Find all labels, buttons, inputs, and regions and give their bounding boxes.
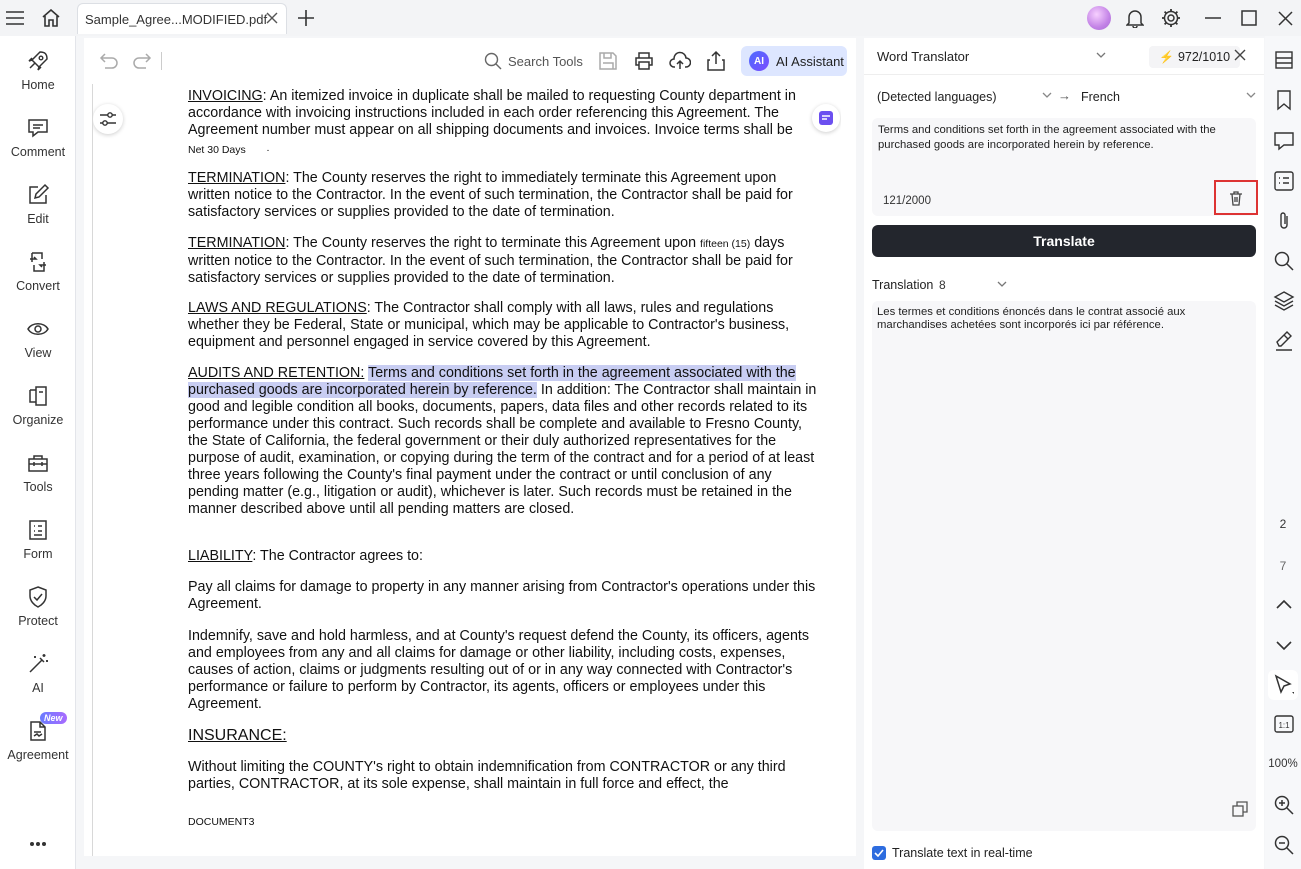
upload-cloud-icon[interactable] (669, 50, 691, 72)
paragraph-body: : The Contractor agrees to: (252, 548, 423, 564)
sidebar-label: Protect (18, 614, 58, 628)
sidebar-item-edit[interactable] (0, 183, 76, 243)
paragraph-insurance: Without limiting the COUNTY's right to obtain indemnification from CONTRACTOR or any third parties, CONTRACTOR, at its sole expense, shall maintain in full force and effect, the (188, 759, 786, 792)
gear-icon[interactable] (1159, 6, 1183, 30)
paragraph-indemnify: Indemnify, save and hold harmless, and at County's request defend the County, its officers, agents and employees from any and all claims for damage or other liability, including costs, expenses, causes of action, claims or judgments resulting out of or in any way connected with Contractor's performance or failure to perform by Contractor, its agents, officers or employees under this Agreement. (188, 628, 810, 712)
trash-icon[interactable] (1214, 180, 1258, 215)
source-text-box[interactable] (872, 118, 1256, 216)
credits-badge[interactable] (1149, 46, 1240, 68)
svg-text:1:1: 1:1 (1278, 721, 1290, 730)
paragraph-body: : An itemized invoice in duplicate shall be mailed to requesting County department in accordance with invoicing instructions included in each order referencing this Agreement. The Agreement number must appear on all shipping documents and invoices. Invoice terms shall be (188, 88, 796, 138)
net-terms-text: Net 30 Days (188, 144, 246, 156)
save-icon[interactable] (597, 50, 619, 72)
page-total: 7 (1279, 559, 1287, 573)
sidebar-item-ai[interactable] (0, 652, 76, 712)
shield-icon (26, 585, 50, 609)
realtime-toggle[interactable] (872, 846, 1033, 860)
sidebar-item-form[interactable] (0, 518, 76, 578)
search-tools[interactable] (484, 50, 583, 72)
bell-icon[interactable] (1123, 6, 1147, 30)
paragraph-liability (188, 548, 818, 565)
notice-period: fifteen (15) (700, 238, 751, 250)
translation-option-select[interactable]: 8 (939, 278, 946, 292)
sidebar-label: Organize (12, 413, 64, 427)
sidebar-item-comment[interactable] (0, 116, 76, 176)
heading-liability: LIABILITY (188, 548, 253, 564)
realtime-label: Translate text in real-time (892, 846, 1033, 860)
heading-termination: TERMINATION (188, 235, 286, 251)
zoom-out-icon[interactable] (1273, 834, 1295, 856)
selected-text[interactable]: Terms and conditions set forth in the agreement associated with the purchased goods are incorporated herein by reference. (188, 365, 796, 398)
zoom-level[interactable]: 100% (1268, 758, 1298, 770)
source-language-select[interactable]: (Detected languages) (877, 90, 997, 104)
close-icon[interactable] (1234, 49, 1246, 61)
chevron-down-icon[interactable] (1246, 92, 1256, 98)
zoom-in-icon[interactable] (1273, 794, 1295, 816)
credits-value: 972/1010 (1177, 50, 1231, 64)
translation-text: Les termes et conditions énoncés dans le contrat associé aux marchandises achetées sont incorporés ici par référence. (877, 306, 1186, 331)
search-tools-label: Search Tools (508, 53, 583, 69)
document-area (84, 38, 856, 856)
cursor-icon[interactable] (1268, 670, 1298, 700)
pdf-page[interactable] (92, 84, 841, 856)
translation-label: Translation (872, 278, 934, 292)
document-tab[interactable] (77, 3, 287, 34)
edit-icon (26, 183, 50, 207)
search-icon[interactable] (1273, 250, 1295, 272)
sidebar-item-protect[interactable] (0, 585, 76, 645)
left-sidebar (0, 36, 76, 869)
maximize-icon[interactable] (1237, 6, 1261, 30)
minimize-icon[interactable] (1201, 6, 1225, 30)
fit-page-icon[interactable] (1273, 713, 1295, 735)
convert-icon (26, 250, 50, 274)
search-icon (484, 52, 502, 70)
tab-title: Sample_Agree...MODIFIED.pdf (85, 11, 268, 27)
right-toolbar (1265, 36, 1301, 869)
divider (161, 52, 162, 70)
sidebar-item-tools[interactable] (0, 451, 76, 511)
comment-icon (26, 116, 50, 140)
heading-laws: LAWS AND REGULATIONS (188, 300, 367, 316)
plus-icon[interactable] (294, 6, 318, 30)
toolbox-icon (26, 451, 50, 475)
undo-icon[interactable] (97, 50, 119, 72)
paragraph-pay-claims: Pay all claims for damage to property in any manner arising from Contractor's operations under this Agreement. (188, 579, 816, 612)
chevron-down-icon[interactable] (1273, 634, 1295, 656)
sidebar-label: Convert (16, 279, 60, 293)
ai-assistant-label: AI Assistant (776, 53, 844, 69)
filter-icon[interactable] (93, 104, 123, 134)
more-icon[interactable] (0, 836, 76, 856)
sidebar-label: Edit (27, 212, 49, 226)
sidebar-item-home[interactable] (0, 49, 76, 109)
rocket-icon (26, 49, 50, 73)
eye-icon (26, 317, 50, 341)
panel-header (864, 38, 1264, 75)
sidebar-label: View (24, 346, 52, 360)
character-count: 121/2000 (883, 195, 931, 207)
document-toolbar (84, 38, 856, 84)
sidebar-item-view[interactable] (0, 317, 76, 377)
arrow-right-icon: → (1058, 88, 1071, 103)
attachment-icon[interactable] (1273, 210, 1295, 232)
target-language-select[interactable]: French (1081, 90, 1120, 104)
sidebar-label: Agreement (7, 748, 69, 762)
home-icon[interactable] (39, 6, 63, 30)
translate-button[interactable]: Translate (872, 225, 1256, 257)
sidebar-item-convert[interactable] (0, 250, 76, 310)
ai-logo-icon: AI (749, 51, 769, 71)
heading-termination: TERMINATION (188, 170, 286, 186)
panel-icon[interactable] (1273, 49, 1295, 71)
paragraph-termination-2 (188, 235, 818, 287)
close-icon[interactable] (266, 12, 278, 24)
net-terms-dot: · (266, 144, 270, 156)
organize-icon (26, 384, 50, 408)
translation-output-box (872, 301, 1256, 831)
document-footer: DOCUMENT3 (188, 816, 255, 828)
tool-select[interactable]: Word Translator (877, 49, 970, 64)
avatar[interactable] (1087, 6, 1111, 30)
page-current[interactable]: 2 (1279, 517, 1287, 531)
bookmark-icon[interactable] (1273, 89, 1295, 111)
title-bar (0, 0, 1301, 36)
chevron-up-icon[interactable] (1273, 594, 1295, 616)
net-terms (188, 142, 818, 159)
sidebar-item-agreement[interactable] (0, 713, 76, 779)
checkbox-icon[interactable] (872, 846, 886, 860)
source-text[interactable]: Terms and conditions set forth in the agreement associated with the purchased goods are incorporated herein by reference. (878, 124, 1216, 151)
share-icon[interactable] (705, 50, 727, 72)
magic-wand-icon (26, 652, 50, 676)
translator-panel (864, 38, 1264, 869)
paragraph-body: days written notice to the Contractor. In the event of such termination, the Contractor shall be paid for satisfactory services or supplies provided to the date of termination. (188, 235, 793, 286)
heading-insurance (188, 727, 818, 744)
insurance-title: INSURANCE: (188, 727, 287, 744)
redo-icon[interactable] (132, 50, 154, 72)
chevron-down-icon[interactable] (1096, 52, 1106, 58)
layers-icon[interactable] (1273, 290, 1295, 312)
paragraph-body: In addition: The Contractor shall maintain in good and legible condition all books, documents, papers, data files and other records related to its performance under this contract. Such records shall be complete and available to Fresno County, the State of California, the federal government or their duly authorized representatives for the purpose of audit, examination, or copying during the term of the contract and for a period of at least three years following the County's final payment under the contract or until conclusion of any pending matter (e.g., litigation or audit), whichever is later. Such records must be retained in the manner described above until all pending matters are closed. (188, 382, 817, 517)
sidebar-item-organize[interactable] (0, 384, 76, 444)
heading-audits: AUDITS AND RETENTION: (188, 365, 365, 381)
paragraph-body: : The County reserves the right to terminate this Agreement upon (285, 235, 697, 251)
paragraph-body: : The Contractor shall comply with all laws, rules and regulations whether they be Federal, State or municipal, which may be applicable to Contractor's business, equipment and personnel engaged in service covered by this Agreement. (188, 300, 790, 350)
ai-assistant-button[interactable] (741, 46, 847, 76)
bolt-icon: ⚡ (1159, 50, 1174, 64)
close-window-icon[interactable] (1273, 6, 1297, 30)
paragraph-body: : The County reserves the right to immediately terminate this Agreement upon written notice to the Contractor. In the event of such termination, the Contractor shall be paid for satisfactory services or supplies provided to the date of termination. (188, 170, 793, 220)
paragraph-audits (188, 365, 818, 518)
new-badge: New (40, 712, 67, 724)
paragraph-laws (188, 300, 818, 351)
paragraph-termination-1 (188, 170, 818, 221)
sidebar-label: Tools (23, 480, 53, 494)
paragraph-invoicing (188, 88, 818, 139)
menu-icon[interactable] (3, 6, 27, 30)
copy-icon[interactable] (1232, 801, 1248, 817)
language-row (872, 84, 1256, 110)
signature-icon[interactable] (1273, 330, 1295, 352)
comment-icon[interactable] (1273, 130, 1295, 152)
chevron-down-icon[interactable] (1042, 92, 1052, 98)
sidebar-label: Comment (10, 145, 66, 159)
heading-invoicing: INVOICING (188, 88, 263, 104)
sidebar-label: Home (21, 78, 55, 92)
form-icon (26, 518, 50, 542)
sidebar-label: Form (23, 547, 53, 561)
chevron-down-icon[interactable] (997, 281, 1007, 287)
print-icon[interactable] (633, 50, 655, 72)
sidebar-label: AI (32, 681, 44, 695)
form-list-icon[interactable] (1273, 170, 1295, 192)
